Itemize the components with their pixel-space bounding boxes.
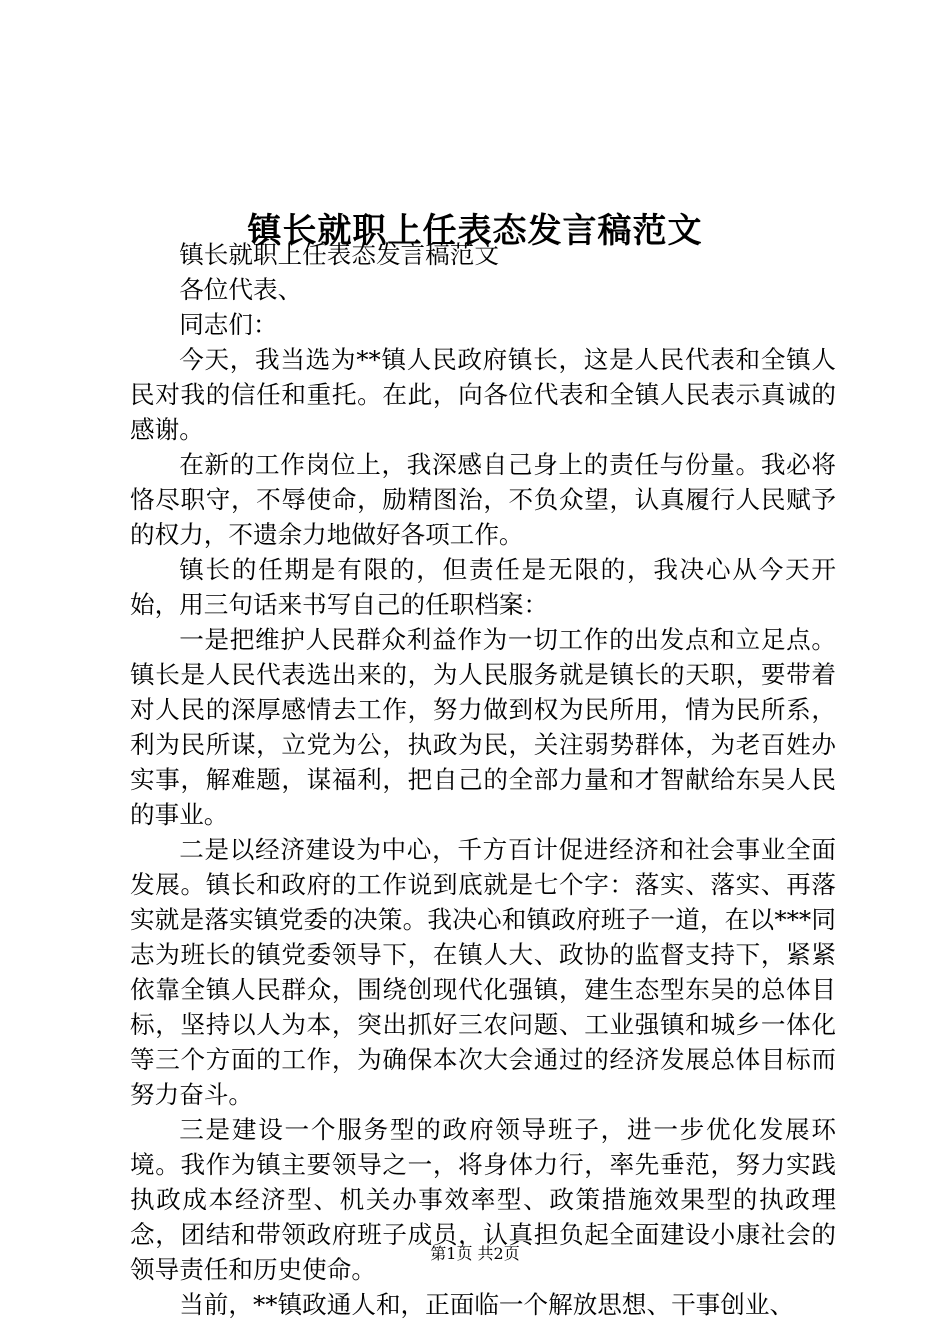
paragraph-point-three: 三是建设一个服务型的政府领导班子，进一步优化发展环境。我作为镇主要领导之一，将身体力行，率先垂范，努力实践执政成本经济型、机关办事效率型、政策措施效果型的执政理念，团结和带领政府班子成员，认真担负起全面建设小康社会的领导责任和历史使命。 <box>130 1115 836 1284</box>
document-title: 镇长就职上任表态发言稿范文 <box>247 210 703 251</box>
paragraph-point-one: 一是把维护人民群众利益作为一切工作的出发点和立足点。镇长是人民代表选出来的，为人民服务就是镇长的天职，要带着对人民的深厚感情去工作，努力做到权为民所用，情为民所系，利为民所谋，立党为公，执政为民，关注弱势群体，为老百姓办实事，解难题，谋福利，把自己的全部力量和才智献给东吴人民的事业。 <box>130 625 836 829</box>
paragraph-term: 镇长的任期是有限的，但责任是无限的，我决心从今天开始，用三句话来书写自己的任职档案： <box>130 555 836 619</box>
paragraph-current: 当前，**镇政通人和，正面临一个解放思想、干事创业、 <box>179 1290 795 1319</box>
document-body <box>130 237 836 1322</box>
paragraph-thanks: 今天，我当选为**镇人民政府镇长，这是人民代表和全镇人民对我的信任和重托。在此，向各位代表和全镇人民表示真诚的感谢。 <box>130 345 836 444</box>
paragraph-salutation-comrades: 同志们： <box>179 310 278 339</box>
paragraph-subtitle: 镇长就职上任表态发言稿范文 <box>179 240 499 269</box>
paragraph-responsibility: 在新的工作岗位上，我深感自己身上的责任与份量。我必将恪尽职守，不辱使命，励精图治，不负众望，认真履行人民赋予的权力，不遗余力地做好各项工作。 <box>130 450 836 549</box>
page-footer: 第1页 共2页 <box>430 1244 520 1263</box>
paragraph-point-two: 二是以经济建设为中心，千方百计促进经济和社会事业全面发展。镇长和政府的工作说到底就是七个字：落实、落实、再落实就是落实镇党委的决策。我决心和镇政府班子一道，在以***同志为班长的镇党委领导下，在镇人大、政协的监督支持下，紧紧依靠全镇人民群众，围绕创现代化强镇，建生态型东吴的总体目标，坚持以人为本，突出抓好三农问题、工业强镇和城乡一体化等三个方面的工作，为确保本次大会通过的经济发展总体目标而努力奋斗。 <box>130 835 836 1109</box>
paragraph-salutation-representatives: 各位代表、 <box>179 275 303 304</box>
